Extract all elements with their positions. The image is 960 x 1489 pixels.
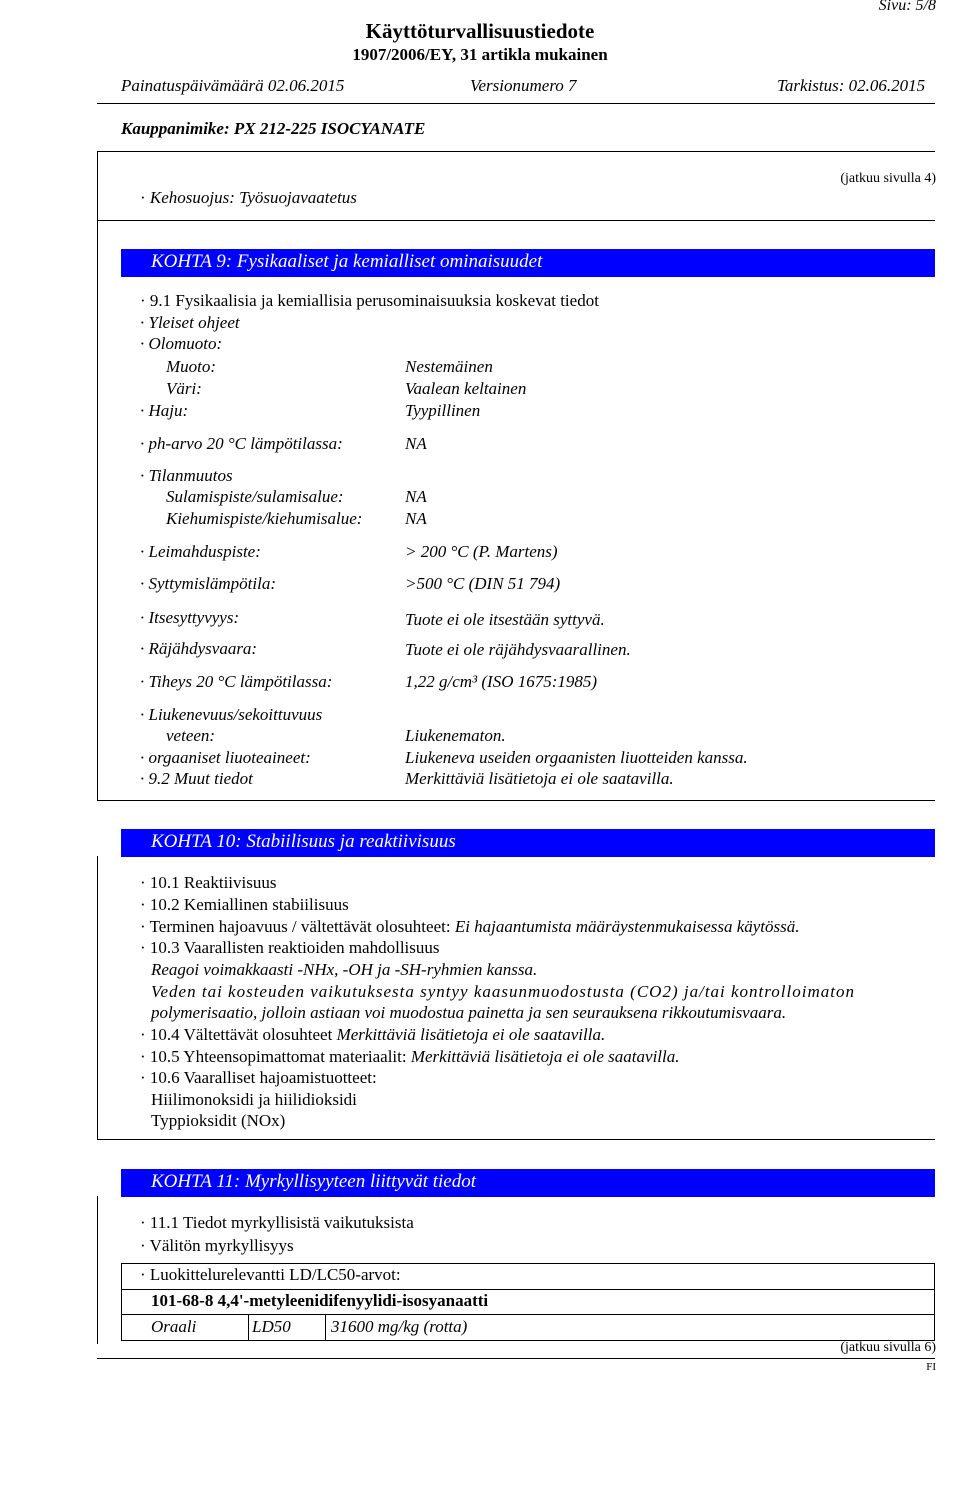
section-margin-line — [97, 1196, 98, 1344]
section9-header: KOHTA 9: Fysikaaliset ja kemialliset ominaisuudet — [121, 249, 935, 277]
print-date: Painatuspäivämäärä 02.06.2015 — [121, 76, 345, 95]
body-protection-row: · Kehosuojus: Työsuojavaatetus — [140, 188, 357, 207]
form-value: Nestemäinen — [405, 357, 493, 376]
solubility-label: · Liukenevuus/sekoittuvuus — [140, 705, 323, 724]
s105-value: Merkittäviä lisätietoja ei ole saatavilla. — [410, 1047, 680, 1066]
explosion-value: Tuote ei ole räjähdysvaarallinen. — [405, 640, 631, 659]
reaction-line: polymerisaatio, jolloin astiaan voi muodostua painetta ja sen seurauksena rikkoutumisvaara. — [151, 1003, 787, 1022]
ignition-label: · Syttymislämpötila: — [140, 574, 276, 593]
organic-solvents-value: Liukeneva useiden orgaanisten liuotteiden kanssa. — [405, 748, 748, 767]
explosion-label: · Räjähdysvaara: — [140, 639, 258, 658]
melting-value: NA — [405, 487, 427, 506]
page-number: Sivu: 5/8 — [878, 0, 936, 14]
form-label: Muoto: — [166, 357, 217, 376]
s91-heading: · 9.1 Fysikaalisia ja kemiallisia perusominaisuuksia koskevat tiedot — [140, 291, 599, 310]
odor-value: Tyypillinen — [405, 401, 481, 420]
trade-name: Kauppanimike: PX 212-225 ISOCYANATE — [121, 119, 426, 138]
flash-label: · Leimahduspiste: — [140, 542, 261, 561]
section-divider — [97, 1139, 935, 1140]
decomposition-product: Hiilimonoksidi ja hiilidioksidi — [151, 1090, 357, 1109]
reaction-line: Reagoi voimakkaasti -NHx, -OH ja -SH-ryhmien kanssa. — [151, 960, 538, 979]
decomposition-product: Typpioksidit (NOx) — [151, 1111, 286, 1130]
document-title: Käyttöturvallisuustiedote — [365, 19, 595, 43]
water-solubility-label: veteen: — [166, 726, 216, 745]
water-solubility-value: Liukenematon. — [405, 726, 506, 745]
header-divider — [97, 103, 935, 104]
self-ignition-value: Tuote ei ole itsestään syttyvä. — [405, 610, 605, 629]
language-code: FI — [926, 1361, 936, 1373]
tox-value: 31600 mg/kg (rotta) — [331, 1317, 468, 1336]
general-notes: · Yleiset ohjeet — [140, 313, 240, 332]
section-divider — [97, 800, 935, 801]
tox-route: Oraali — [151, 1317, 197, 1336]
s105-row: · 10.5 Yhteensopimattomat materiaalit: Merkittäviä lisätietoja ei ole saatavilla. — [140, 1047, 680, 1066]
self-ignition-label: · Itsesyttyvyys: — [140, 608, 240, 627]
continued-on: (jatkuu sivulla 6) — [840, 1340, 936, 1355]
ph-label: · ph-arvo 20 °C lämpötilassa: — [140, 434, 343, 453]
odor-label: · Haju: — [140, 401, 189, 420]
color-label: Väri: — [166, 379, 202, 398]
color-value: Vaalean keltainen — [405, 379, 527, 398]
flash-value: > 200 °C (P. Martens) — [405, 542, 558, 561]
state-change-label: · Tilanmuutos — [140, 466, 233, 485]
section-margin-line — [97, 856, 98, 1139]
version-number: Versionumero 7 — [470, 76, 577, 95]
tox-type: LD50 — [252, 1317, 291, 1336]
reaction-line: Veden tai kosteuden vaikutuksesta syntyy kaasunmuodostusta (CO2) ja/tai kontrolloimaton — [151, 982, 855, 1001]
body-protection-value: Työsuojavaatetus — [239, 188, 357, 207]
decomposition-row: · Terminen hajoavuus / vältettävät olosuhteet: Ei hajaantumista määräystenmukaisessa käytössä. — [140, 917, 800, 936]
section11-header: KOHTA 11: Myrkyllisyyteen liittyvät tiedot — [121, 1169, 935, 1197]
section10-header: KOHTA 10: Stabiilisuus ja reaktiivisuus — [121, 829, 935, 857]
body-protection-label: Kehosuojus: — [149, 188, 235, 207]
organic-solvents-label: · orgaaniset liuoteaineet: — [140, 748, 311, 767]
appearance-label: · Olomuoto: — [140, 334, 223, 353]
s106-heading: · 10.6 Vaaralliset hajoamistuotteet: — [140, 1068, 377, 1087]
footer-divider — [97, 1358, 935, 1359]
density-label: · Tiheys 20 °C lämpötilassa: — [140, 672, 333, 691]
s111-heading: · 11.1 Tiedot myrkyllisistä vaikutuksista — [140, 1213, 414, 1232]
trade-name-divider — [97, 151, 935, 152]
acute-toxicity: · Välitön myrkyllisyys — [140, 1236, 294, 1255]
revision-date: Tarkistus: 02.06.2015 — [777, 76, 926, 95]
section-divider — [97, 220, 935, 221]
density-value: 1,22 g/cm³ (ISO 1675:1985) — [405, 672, 598, 691]
ld-values-label: · Luokittelurelevantti LD/LC50-arvot: — [140, 1265, 401, 1284]
other-info-label: · 9.2 Muut tiedot — [140, 769, 253, 788]
regulation-line: 1907/2006/EY, 31 artikla mukainen — [352, 45, 608, 64]
table-column-divider — [248, 1314, 249, 1341]
s101-heading: · 10.1 Reaktiivisuus — [140, 873, 277, 892]
s104-value: Merkittäviä lisätietoja ei ole saatavilla. — [336, 1025, 606, 1044]
table-column-divider — [325, 1314, 326, 1341]
ignition-value: >500 °C (DIN 51 794) — [405, 574, 561, 593]
boiling-value: NA — [405, 509, 427, 528]
section-margin-line — [97, 151, 98, 801]
ph-value: NA — [405, 434, 427, 453]
melting-label: Sulamispiste/sulamisalue: — [166, 487, 344, 506]
tox-table-row — [121, 1314, 935, 1341]
s102-heading: · 10.2 Kemiallinen stabiilisuus — [140, 895, 349, 914]
decomposition-value: Ei hajaantumista määräystenmukaisessa käytössä. — [454, 917, 800, 936]
continued-from: (jatkuu sivulla 4) — [840, 171, 936, 186]
other-info-value: Merkittäviä lisätietoja ei ole saatavilla. — [405, 769, 674, 788]
s104-row: · 10.4 Vältettävät olosuhteet Merkittäviä lisätietoja ei ole saatavilla. — [140, 1025, 606, 1044]
substance-name: 101-68-8 4,4'-metyleenidifenyylidi-isosyanaatti — [151, 1291, 489, 1310]
boiling-label: Kiehumispiste/kiehumisalue: — [166, 509, 363, 528]
s103-heading: · 10.3 Vaarallisten reaktioiden mahdollisuus — [140, 938, 440, 957]
